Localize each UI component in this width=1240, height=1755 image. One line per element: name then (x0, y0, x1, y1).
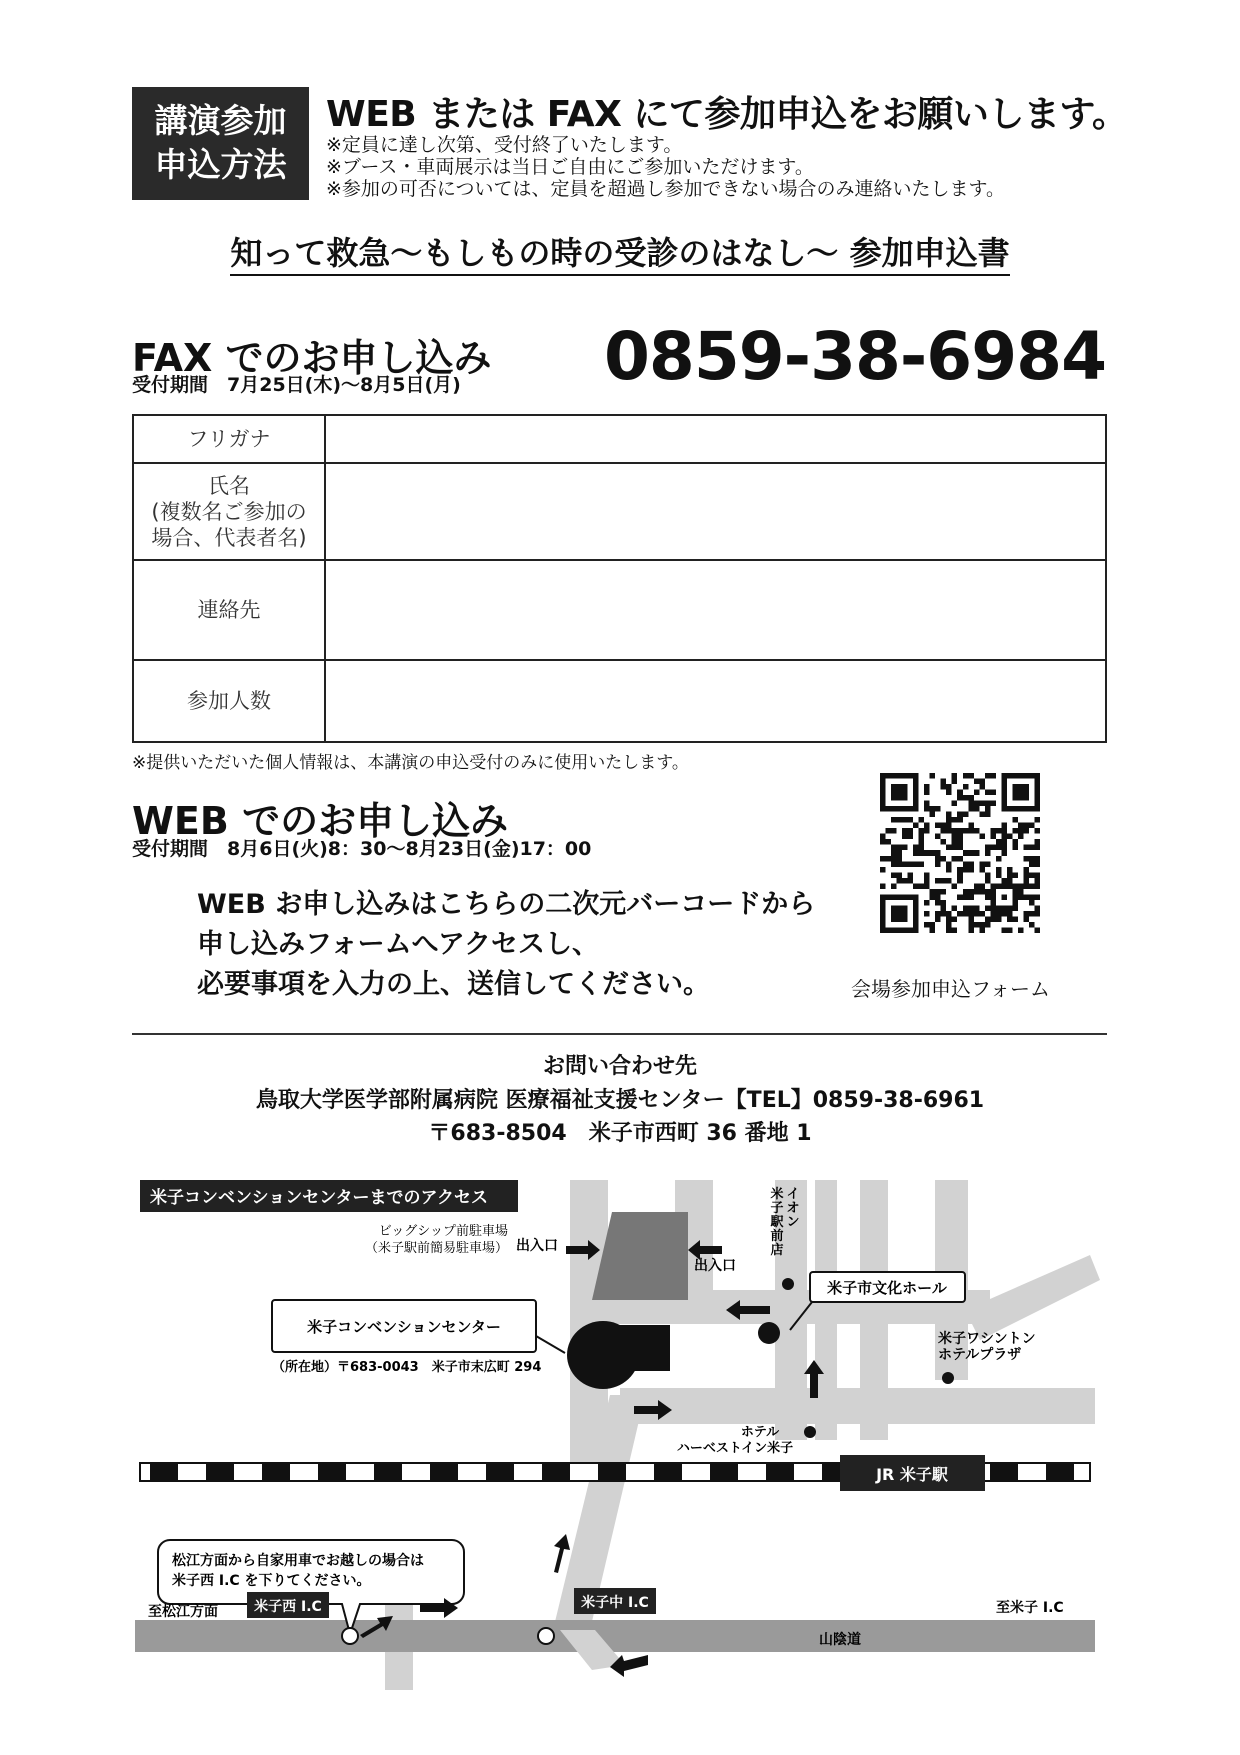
rail-tie (990, 1463, 1018, 1481)
contact-address: 〒683-8504 米子市西町 36 番地 1 (428, 1121, 812, 1146)
highway-label: 山陰道 (819, 1632, 861, 1648)
rail-tie (262, 1463, 290, 1481)
contact-label: 連絡先 (133, 560, 325, 660)
aeon-char: ン (786, 1215, 800, 1230)
rail-tie (430, 1463, 458, 1481)
rail-tie (318, 1463, 346, 1481)
yonago-west-ic-label: 米子西 I.C (254, 1599, 322, 1615)
to-yonago-ic-label: 至米子 I.C (996, 1600, 1064, 1616)
station-label: JR 米子駅 (876, 1465, 948, 1484)
access-map (0, 1160, 1240, 1755)
entrance-2: 出入口 (694, 1258, 736, 1274)
rail-tie (598, 1463, 626, 1481)
fax-period: 受付期間 7月25日(木)〜8月5日(月) (132, 374, 461, 396)
aeon-char: オ (786, 1201, 800, 1216)
yonago-center-ic-label: 米子中 I.C (581, 1595, 649, 1611)
contact-field[interactable] (325, 560, 1106, 660)
form-row-name (133, 463, 1106, 560)
callout-line1: 松江方面から自家用車でお越しの場合は (172, 1553, 424, 1569)
form-title-text: 知って救急〜もしもの時の受診のはなし〜 参加申込書 (230, 234, 1009, 276)
note-1: ※定員に達し次第、受付終了いたします。 (326, 134, 683, 156)
washington-line1: 米子ワシントン (938, 1331, 1036, 1347)
venue-address: （所在地）〒683-0043 米子市末広町 294 (272, 1360, 542, 1375)
name-label-line2: (複数名ご参加の (151, 499, 307, 524)
contact-title: お問い合わせ先 (542, 1054, 697, 1079)
furigana-label: フリガナ (133, 415, 325, 463)
culture-hall-marker (758, 1322, 780, 1344)
name-label-line3: 場合、代表者名) (151, 525, 307, 550)
qr-code[interactable] (880, 773, 1040, 933)
aeon-char: イ (786, 1187, 800, 1202)
divider (132, 1033, 1107, 1035)
to-matsue-label: 至松江方面 (148, 1604, 218, 1620)
fax-heading: FAX でのお申し込み (132, 336, 492, 380)
furigana-field[interactable] (325, 415, 1106, 463)
web-instruction-1: WEB お申し込みはこちらの二次元バーコードから (197, 889, 816, 920)
washington-line2: ホテルプラザ (938, 1347, 1022, 1363)
map-title: 米子コンベンションセンターまでのアクセス (150, 1188, 489, 1208)
fax-form-table (132, 414, 1107, 743)
count-label: 参加人数 (133, 660, 325, 742)
form-row-furigana (133, 415, 1106, 463)
rail-tie (374, 1463, 402, 1481)
web-heading: WEB でのお申し込み (132, 799, 509, 843)
aeon-marker (782, 1278, 794, 1290)
yonago-west-ic-marker (342, 1628, 358, 1644)
harvest-marker (804, 1426, 816, 1438)
method-label-line1: 講演参加 (154, 101, 287, 140)
rail-tie (150, 1463, 178, 1481)
rail-tie (206, 1463, 234, 1481)
harvest-line2: ハーベストイン米子 (676, 1441, 794, 1456)
headline: WEB または FAX にて参加申込をお願いします。 (326, 94, 1128, 135)
contact-org: 鳥取大学医学部附属病院 医療福祉支援センター【TEL】0859-38-6961 (255, 1088, 985, 1113)
parking-line1: ビッグシップ前駐車場 (378, 1224, 508, 1239)
rail-tie (654, 1463, 682, 1481)
name-field[interactable] (325, 463, 1106, 560)
parking-line2: （米子駅前簡易駐車場） (364, 1241, 508, 1256)
arrow-up-icon (554, 1534, 570, 1573)
entrance-1: 出入口 (516, 1238, 558, 1254)
aeon-char: 米 (770, 1187, 784, 1202)
fax-number: 0859-38-6984 (603, 318, 1106, 395)
count-field[interactable] (325, 660, 1106, 742)
web-period: 受付期間 8月6日(火)8：30〜8月23日(金)17：00 (132, 838, 592, 860)
note-2: ※ブース・車両展示は当日ご自由にご参加いただけます。 (326, 156, 814, 178)
aeon-char: 前 (770, 1229, 784, 1244)
note-3: ※参加の可否については、定員を超過し参加できない場合のみ連絡いたします。 (326, 178, 1006, 200)
rail-tie (766, 1463, 794, 1481)
name-label-line1: 氏名 (208, 473, 250, 498)
rail-tie (710, 1463, 738, 1481)
method-label-box (132, 87, 309, 200)
rail-tie (486, 1463, 514, 1481)
aeon-char: 店 (770, 1243, 784, 1258)
web-instruction-3: 必要事項を入力の上、送信してください。 (197, 969, 710, 1000)
harvest-line1: ホテル (740, 1425, 780, 1440)
rail-tie (542, 1463, 570, 1481)
form-row-count (133, 660, 1106, 742)
aeon-char: 子 (770, 1201, 784, 1216)
form-row-contact (133, 560, 1106, 660)
qr-caption: 会場参加申込フォーム (851, 977, 1050, 1001)
culture-hall-label: 米子市文化ホール (827, 1279, 947, 1297)
venue-label: 米子コンベンションセンター (307, 1318, 501, 1336)
rail-tie (1046, 1463, 1074, 1481)
aeon-char: 駅 (770, 1215, 784, 1230)
callout-line2: 米子西 I.C を下りてください。 (172, 1573, 371, 1589)
washington-marker (942, 1372, 954, 1384)
yonago-center-ic-marker (538, 1628, 554, 1644)
method-label-line2: 申込方法 (154, 145, 287, 184)
form-title (0, 228, 1240, 274)
web-instruction-2: 申し込みフォームへアクセスし、 (197, 929, 600, 960)
privacy-note: ※提供いただいた個人情報は、本講演の申込受付のみに使用いたします。 (132, 753, 689, 773)
name-label (133, 463, 325, 560)
